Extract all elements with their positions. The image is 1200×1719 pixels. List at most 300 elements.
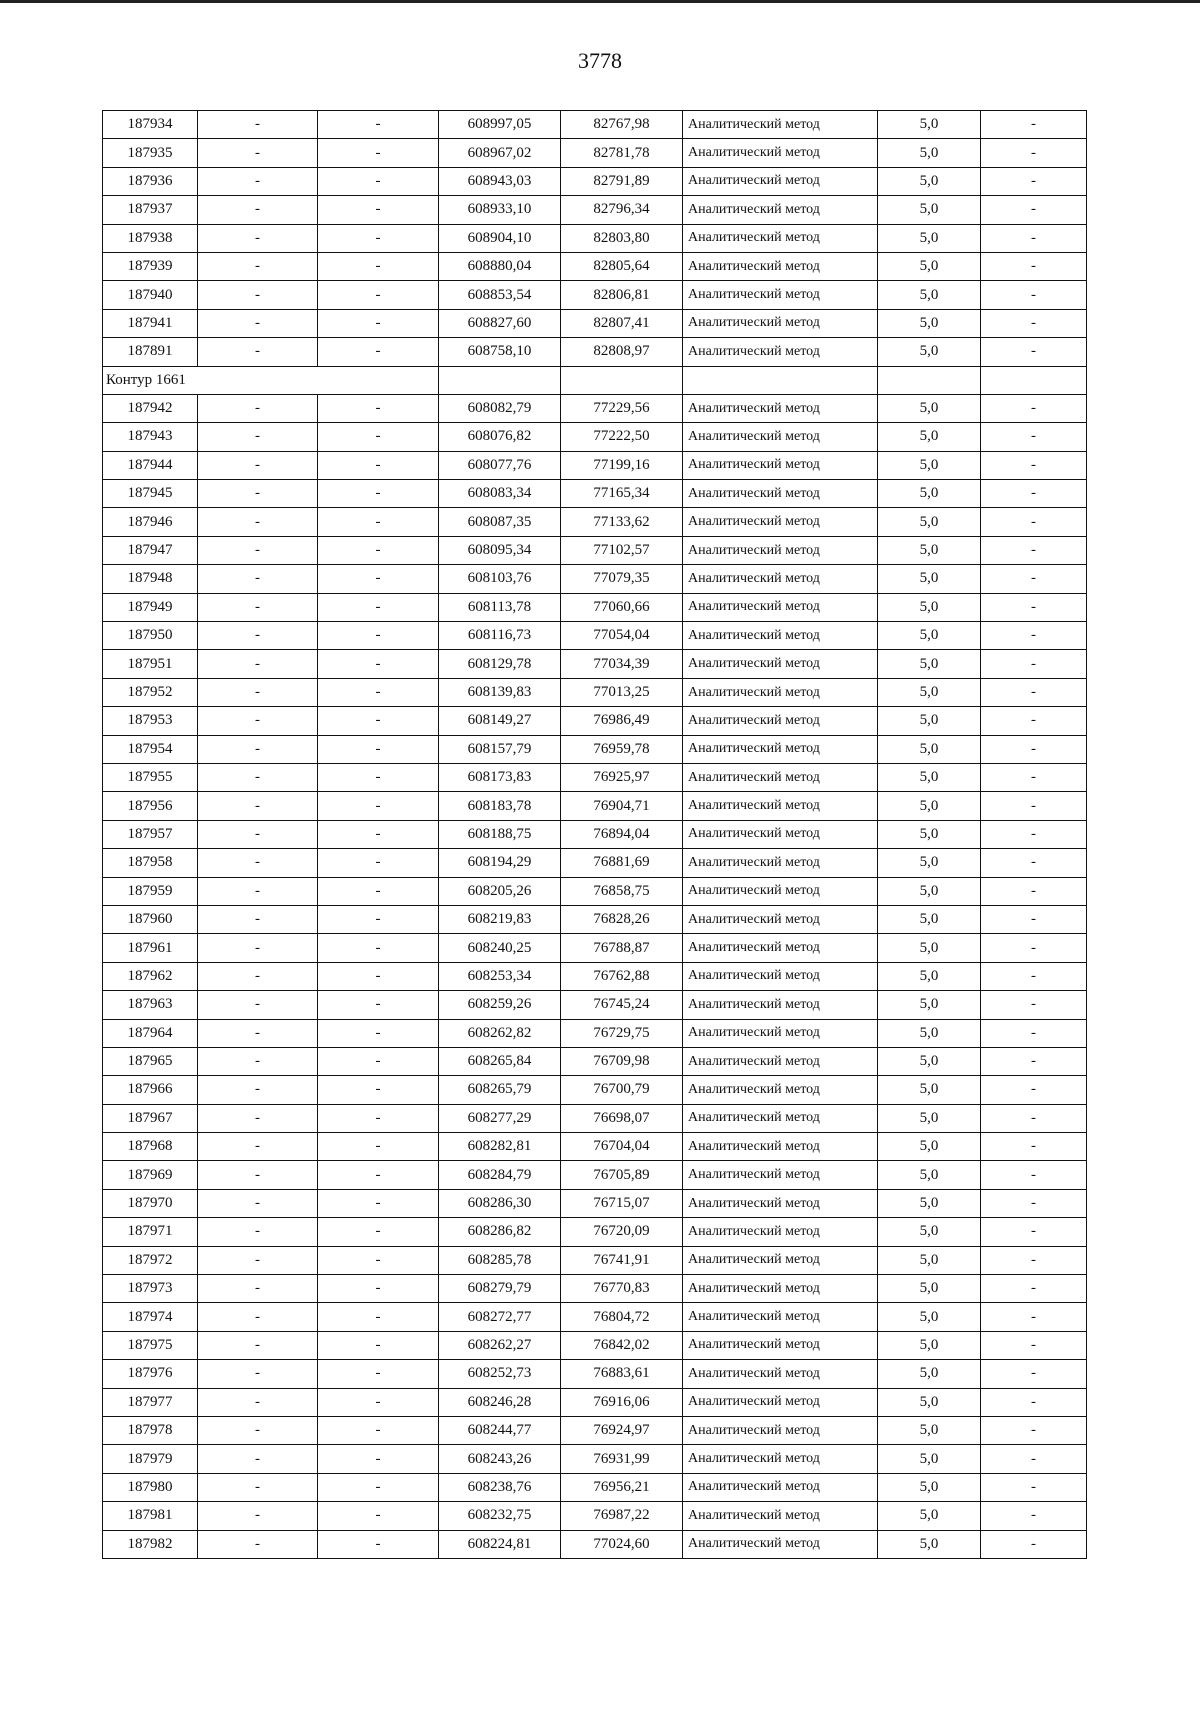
y-coordinate-cell: 77229,56 xyxy=(561,394,683,422)
empty-x-cell: - xyxy=(198,111,318,139)
accuracy-cell: 5,0 xyxy=(878,593,981,621)
x-coordinate-cell: 608262,27 xyxy=(439,1331,561,1359)
x-coordinate-cell: 608077,76 xyxy=(439,451,561,479)
y-coordinate-cell: 77024,60 xyxy=(561,1530,683,1558)
note-cell: - xyxy=(981,1104,1087,1132)
note-cell: - xyxy=(981,451,1087,479)
empty-x-cell: - xyxy=(198,1416,318,1444)
note-cell: - xyxy=(981,1161,1087,1189)
point-number-cell: 187961 xyxy=(103,934,198,962)
table-row xyxy=(103,905,1087,933)
method-cell: Аналитический метод xyxy=(683,1360,878,1388)
accuracy-cell: 5,0 xyxy=(878,849,981,877)
x-coordinate-cell: 608194,29 xyxy=(439,849,561,877)
note-cell: - xyxy=(981,1133,1087,1161)
point-number-cell: 187950 xyxy=(103,622,198,650)
table-row xyxy=(103,309,1087,337)
table-row xyxy=(103,423,1087,451)
note-cell: - xyxy=(981,650,1087,678)
y-coordinate-cell: 76956,21 xyxy=(561,1473,683,1501)
y-coordinate-cell: 76705,89 xyxy=(561,1161,683,1189)
note-cell: - xyxy=(981,1189,1087,1217)
note-cell: - xyxy=(981,1530,1087,1558)
table-row xyxy=(103,1047,1087,1075)
note-cell: - xyxy=(981,934,1087,962)
empty-x-cell: - xyxy=(198,565,318,593)
x-coordinate-cell: 608076,82 xyxy=(439,423,561,451)
empty-y-cell: - xyxy=(318,962,439,990)
accuracy-cell: 5,0 xyxy=(878,252,981,280)
y-coordinate-cell: 76894,04 xyxy=(561,820,683,848)
accuracy-cell: 5,0 xyxy=(878,792,981,820)
x-coordinate-cell: 608129,78 xyxy=(439,650,561,678)
y-coordinate-cell: 76986,49 xyxy=(561,707,683,735)
table-row xyxy=(103,650,1087,678)
empty-x-cell: - xyxy=(198,792,318,820)
accuracy-cell: 5,0 xyxy=(878,1502,981,1530)
x-coordinate-cell: 608272,77 xyxy=(439,1303,561,1331)
y-coordinate-cell: 77133,62 xyxy=(561,508,683,536)
accuracy-cell: 5,0 xyxy=(878,1246,981,1274)
empty-y-cell: - xyxy=(318,1303,439,1331)
x-coordinate-cell: 608116,73 xyxy=(439,622,561,650)
table-row xyxy=(103,934,1087,962)
x-coordinate-cell: 608997,05 xyxy=(439,111,561,139)
table-row xyxy=(103,877,1087,905)
note-cell: - xyxy=(981,1275,1087,1303)
note-cell: - xyxy=(981,1331,1087,1359)
table-row xyxy=(103,1331,1087,1359)
note-cell: - xyxy=(981,224,1087,252)
y-coordinate-cell: 76904,71 xyxy=(561,792,683,820)
method-cell: Аналитический метод xyxy=(683,905,878,933)
table-row xyxy=(103,763,1087,791)
accuracy-cell: 5,0 xyxy=(878,678,981,706)
empty-y-cell: - xyxy=(318,622,439,650)
table-row xyxy=(103,1218,1087,1246)
table-row xyxy=(103,480,1087,508)
y-coordinate-cell: 76698,07 xyxy=(561,1104,683,1132)
point-number-cell: 187943 xyxy=(103,423,198,451)
y-coordinate-cell: 82781,78 xyxy=(561,139,683,167)
table-row xyxy=(103,1133,1087,1161)
empty-y-cell: - xyxy=(318,1161,439,1189)
table-row xyxy=(103,1189,1087,1217)
point-number-cell: 187934 xyxy=(103,111,198,139)
y-coordinate-cell: 77102,57 xyxy=(561,536,683,564)
empty-x-cell: - xyxy=(198,1473,318,1501)
accuracy-cell: 5,0 xyxy=(878,763,981,791)
empty-x-cell: - xyxy=(198,650,318,678)
y-coordinate-cell: 76883,61 xyxy=(561,1360,683,1388)
accuracy-cell: 5,0 xyxy=(878,480,981,508)
empty-x-cell: - xyxy=(198,281,318,309)
empty-y-cell: - xyxy=(318,905,439,933)
empty-x-cell: - xyxy=(198,309,318,337)
table-row xyxy=(103,338,1087,366)
y-coordinate-cell: 76762,88 xyxy=(561,962,683,990)
method-cell: Аналитический метод xyxy=(683,707,878,735)
empty-y-cell: - xyxy=(318,252,439,280)
y-coordinate-cell: 76828,26 xyxy=(561,905,683,933)
y-coordinate-cell: 77165,34 xyxy=(561,480,683,508)
note-cell: - xyxy=(981,622,1087,650)
note-cell: - xyxy=(981,536,1087,564)
method-cell: Аналитический метод xyxy=(683,763,878,791)
y-coordinate-cell: 76804,72 xyxy=(561,1303,683,1331)
accuracy-cell: 5,0 xyxy=(878,508,981,536)
empty-x-cell: - xyxy=(198,849,318,877)
x-coordinate-cell: 608232,75 xyxy=(439,1502,561,1530)
method-cell: Аналитический метод xyxy=(683,508,878,536)
x-coordinate-cell: 608758,10 xyxy=(439,338,561,366)
x-coordinate-cell: 608238,76 xyxy=(439,1473,561,1501)
x-coordinate-cell: 608286,30 xyxy=(439,1189,561,1217)
empty-y-cell: - xyxy=(318,678,439,706)
empty-x-cell: - xyxy=(198,1303,318,1331)
x-coordinate-cell: 608082,79 xyxy=(439,394,561,422)
empty-y-cell: - xyxy=(318,451,439,479)
x-coordinate-cell: 608265,84 xyxy=(439,1047,561,1075)
method-cell: Аналитический метод xyxy=(683,1473,878,1501)
point-number-cell: 187982 xyxy=(103,1530,198,1558)
table-row xyxy=(103,735,1087,763)
table-row xyxy=(103,1416,1087,1444)
point-number-cell: 187944 xyxy=(103,451,198,479)
table-row xyxy=(103,820,1087,848)
y-coordinate-cell: 76715,07 xyxy=(561,1189,683,1217)
empty-y-cell: - xyxy=(318,480,439,508)
empty-y-cell: - xyxy=(318,1530,439,1558)
y-coordinate-cell: 76916,06 xyxy=(561,1388,683,1416)
method-cell: Аналитический метод xyxy=(683,1530,878,1558)
x-coordinate-cell: 608083,34 xyxy=(439,480,561,508)
accuracy-cell: 5,0 xyxy=(878,167,981,195)
empty-y-cell: - xyxy=(318,338,439,366)
empty-cell xyxy=(561,366,683,394)
empty-y-cell: - xyxy=(318,536,439,564)
note-cell: - xyxy=(981,281,1087,309)
empty-cell xyxy=(981,366,1087,394)
note-cell: - xyxy=(981,991,1087,1019)
note-cell: - xyxy=(981,1502,1087,1530)
point-number-cell: 187935 xyxy=(103,139,198,167)
point-number-cell: 187953 xyxy=(103,707,198,735)
method-cell: Аналитический метод xyxy=(683,281,878,309)
x-coordinate-cell: 608173,83 xyxy=(439,763,561,791)
note-cell: - xyxy=(981,167,1087,195)
note-cell: - xyxy=(981,1303,1087,1331)
method-cell: Аналитический метод xyxy=(683,1416,878,1444)
point-number-cell: 187981 xyxy=(103,1502,198,1530)
method-cell: Аналитический метод xyxy=(683,934,878,962)
x-coordinate-cell: 608183,78 xyxy=(439,792,561,820)
y-coordinate-cell: 77079,35 xyxy=(561,565,683,593)
empty-x-cell: - xyxy=(198,877,318,905)
table-row xyxy=(103,565,1087,593)
point-number-cell: 187974 xyxy=(103,1303,198,1331)
point-number-cell: 187948 xyxy=(103,565,198,593)
x-coordinate-cell: 608244,77 xyxy=(439,1416,561,1444)
empty-x-cell: - xyxy=(198,1047,318,1075)
method-cell: Аналитический метод xyxy=(683,196,878,224)
x-coordinate-cell: 608904,10 xyxy=(439,224,561,252)
y-coordinate-cell: 82807,41 xyxy=(561,309,683,337)
method-cell: Аналитический метод xyxy=(683,167,878,195)
empty-y-cell: - xyxy=(318,735,439,763)
point-number-cell: 187959 xyxy=(103,877,198,905)
table-row xyxy=(103,1104,1087,1132)
table-row xyxy=(103,394,1087,422)
empty-y-cell: - xyxy=(318,281,439,309)
table-row xyxy=(103,1019,1087,1047)
accuracy-cell: 5,0 xyxy=(878,877,981,905)
empty-x-cell: - xyxy=(198,1104,318,1132)
table-row xyxy=(103,451,1087,479)
accuracy-cell: 5,0 xyxy=(878,1473,981,1501)
accuracy-cell: 5,0 xyxy=(878,1303,981,1331)
top-border-line xyxy=(0,0,1200,3)
empty-x-cell: - xyxy=(198,1530,318,1558)
accuracy-cell: 5,0 xyxy=(878,394,981,422)
table-row xyxy=(103,1076,1087,1104)
point-number-cell: 187966 xyxy=(103,1076,198,1104)
empty-x-cell: - xyxy=(198,451,318,479)
empty-y-cell: - xyxy=(318,1388,439,1416)
method-cell: Аналитический метод xyxy=(683,1445,878,1473)
note-cell: - xyxy=(981,139,1087,167)
y-coordinate-cell: 76745,24 xyxy=(561,991,683,1019)
x-coordinate-cell: 608252,73 xyxy=(439,1360,561,1388)
accuracy-cell: 5,0 xyxy=(878,309,981,337)
accuracy-cell: 5,0 xyxy=(878,1019,981,1047)
point-number-cell: 187940 xyxy=(103,281,198,309)
empty-x-cell: - xyxy=(198,252,318,280)
point-number-cell: 187937 xyxy=(103,196,198,224)
method-cell: Аналитический метод xyxy=(683,1303,878,1331)
empty-x-cell: - xyxy=(198,1502,318,1530)
method-cell: Аналитический метод xyxy=(683,309,878,337)
empty-y-cell: - xyxy=(318,1133,439,1161)
point-number-cell: 187972 xyxy=(103,1246,198,1274)
point-number-cell: 187939 xyxy=(103,252,198,280)
point-number-cell: 187971 xyxy=(103,1218,198,1246)
note-cell: - xyxy=(981,1360,1087,1388)
empty-cell xyxy=(878,366,981,394)
table-row xyxy=(103,1275,1087,1303)
accuracy-cell: 5,0 xyxy=(878,423,981,451)
empty-y-cell: - xyxy=(318,224,439,252)
accuracy-cell: 5,0 xyxy=(878,1047,981,1075)
note-cell: - xyxy=(981,1246,1087,1274)
accuracy-cell: 5,0 xyxy=(878,1218,981,1246)
x-coordinate-cell: 608282,81 xyxy=(439,1133,561,1161)
accuracy-cell: 5,0 xyxy=(878,1189,981,1217)
accuracy-cell: 5,0 xyxy=(878,1161,981,1189)
empty-y-cell: - xyxy=(318,1019,439,1047)
empty-y-cell: - xyxy=(318,196,439,224)
point-number-cell: 187976 xyxy=(103,1360,198,1388)
table-row xyxy=(103,281,1087,309)
note-cell: - xyxy=(981,1218,1087,1246)
empty-x-cell: - xyxy=(198,1019,318,1047)
x-coordinate-cell: 608265,79 xyxy=(439,1076,561,1104)
point-number-cell: 187949 xyxy=(103,593,198,621)
empty-y-cell: - xyxy=(318,1416,439,1444)
method-cell: Аналитический метод xyxy=(683,849,878,877)
method-cell: Аналитический метод xyxy=(683,650,878,678)
accuracy-cell: 5,0 xyxy=(878,820,981,848)
x-coordinate-cell: 608243,26 xyxy=(439,1445,561,1473)
note-cell: - xyxy=(981,593,1087,621)
table-row xyxy=(103,167,1087,195)
accuracy-cell: 5,0 xyxy=(878,196,981,224)
table-row xyxy=(103,622,1087,650)
empty-y-cell: - xyxy=(318,1246,439,1274)
x-coordinate-cell: 608880,04 xyxy=(439,252,561,280)
empty-y-cell: - xyxy=(318,1331,439,1359)
point-number-cell: 187965 xyxy=(103,1047,198,1075)
empty-y-cell: - xyxy=(318,1275,439,1303)
method-cell: Аналитический метод xyxy=(683,1331,878,1359)
method-cell: Аналитический метод xyxy=(683,1218,878,1246)
point-number-cell: 187978 xyxy=(103,1416,198,1444)
empty-cell xyxy=(683,366,878,394)
y-coordinate-cell: 82806,81 xyxy=(561,281,683,309)
y-coordinate-cell: 76858,75 xyxy=(561,877,683,905)
empty-y-cell: - xyxy=(318,1076,439,1104)
method-cell: Аналитический метод xyxy=(683,962,878,990)
note-cell: - xyxy=(981,565,1087,593)
y-coordinate-cell: 76931,99 xyxy=(561,1445,683,1473)
accuracy-cell: 5,0 xyxy=(878,338,981,366)
empty-x-cell: - xyxy=(198,1275,318,1303)
accuracy-cell: 5,0 xyxy=(878,1076,981,1104)
y-coordinate-cell: 82791,89 xyxy=(561,167,683,195)
note-cell: - xyxy=(981,252,1087,280)
accuracy-cell: 5,0 xyxy=(878,934,981,962)
empty-x-cell: - xyxy=(198,338,318,366)
x-coordinate-cell: 608219,83 xyxy=(439,905,561,933)
empty-y-cell: - xyxy=(318,820,439,848)
note-cell: - xyxy=(981,962,1087,990)
x-coordinate-cell: 608149,27 xyxy=(439,707,561,735)
table-body xyxy=(103,111,1087,1559)
point-number-cell: 187979 xyxy=(103,1445,198,1473)
empty-y-cell: - xyxy=(318,309,439,337)
table-row xyxy=(103,678,1087,706)
method-cell: Аналитический метод xyxy=(683,338,878,366)
point-number-cell: 187968 xyxy=(103,1133,198,1161)
page-number: 3778 xyxy=(578,48,622,73)
x-coordinate-cell: 608253,34 xyxy=(439,962,561,990)
x-coordinate-cell: 608967,02 xyxy=(439,139,561,167)
empty-x-cell: - xyxy=(198,1189,318,1217)
accuracy-cell: 5,0 xyxy=(878,1388,981,1416)
note-cell: - xyxy=(981,508,1087,536)
x-coordinate-cell: 608933,10 xyxy=(439,196,561,224)
empty-x-cell: - xyxy=(198,224,318,252)
empty-x-cell: - xyxy=(198,735,318,763)
method-cell: Аналитический метод xyxy=(683,792,878,820)
table-row xyxy=(103,1530,1087,1558)
empty-x-cell: - xyxy=(198,1161,318,1189)
table-row xyxy=(103,1502,1087,1530)
empty-x-cell: - xyxy=(198,1445,318,1473)
accuracy-cell: 5,0 xyxy=(878,1133,981,1161)
note-cell: - xyxy=(981,1445,1087,1473)
table-row xyxy=(103,196,1087,224)
y-coordinate-cell: 76700,79 xyxy=(561,1076,683,1104)
coordinates-table xyxy=(102,110,1087,1559)
table-row xyxy=(103,1445,1087,1473)
empty-x-cell: - xyxy=(198,196,318,224)
method-cell: Аналитический метод xyxy=(683,1133,878,1161)
table-row xyxy=(103,849,1087,877)
point-number-cell: 187946 xyxy=(103,508,198,536)
y-coordinate-cell: 76924,97 xyxy=(561,1416,683,1444)
x-coordinate-cell: 608277,29 xyxy=(439,1104,561,1132)
accuracy-cell: 5,0 xyxy=(878,622,981,650)
x-coordinate-cell: 608827,60 xyxy=(439,309,561,337)
method-cell: Аналитический метод xyxy=(683,991,878,1019)
point-number-cell: 187980 xyxy=(103,1473,198,1501)
empty-x-cell: - xyxy=(198,480,318,508)
y-coordinate-cell: 82805,64 xyxy=(561,252,683,280)
point-number-cell: 187955 xyxy=(103,763,198,791)
x-coordinate-cell: 608188,75 xyxy=(439,820,561,848)
empty-y-cell: - xyxy=(318,167,439,195)
y-coordinate-cell: 76720,09 xyxy=(561,1218,683,1246)
note-cell: - xyxy=(981,849,1087,877)
y-coordinate-cell: 77222,50 xyxy=(561,423,683,451)
x-coordinate-cell: 608285,78 xyxy=(439,1246,561,1274)
x-coordinate-cell: 608224,81 xyxy=(439,1530,561,1558)
x-coordinate-cell: 608113,78 xyxy=(439,593,561,621)
point-number-cell: 187967 xyxy=(103,1104,198,1132)
y-coordinate-cell: 77054,04 xyxy=(561,622,683,650)
method-cell: Аналитический метод xyxy=(683,1047,878,1075)
note-cell: - xyxy=(981,678,1087,706)
empty-x-cell: - xyxy=(198,1246,318,1274)
accuracy-cell: 5,0 xyxy=(878,1360,981,1388)
table-row xyxy=(103,707,1087,735)
y-coordinate-cell: 76770,83 xyxy=(561,1275,683,1303)
method-cell: Аналитический метод xyxy=(683,480,878,508)
y-coordinate-cell: 82803,80 xyxy=(561,224,683,252)
accuracy-cell: 5,0 xyxy=(878,1416,981,1444)
empty-y-cell: - xyxy=(318,394,439,422)
point-number-cell: 187957 xyxy=(103,820,198,848)
point-number-cell: 187960 xyxy=(103,905,198,933)
y-coordinate-cell: 76881,69 xyxy=(561,849,683,877)
note-cell: - xyxy=(981,905,1087,933)
note-cell: - xyxy=(981,1019,1087,1047)
table-row xyxy=(103,508,1087,536)
note-cell: - xyxy=(981,394,1087,422)
accuracy-cell: 5,0 xyxy=(878,536,981,564)
note-cell: - xyxy=(981,763,1087,791)
accuracy-cell: 5,0 xyxy=(878,281,981,309)
method-cell: Аналитический метод xyxy=(683,139,878,167)
y-coordinate-cell: 76709,98 xyxy=(561,1047,683,1075)
empty-y-cell: - xyxy=(318,1189,439,1217)
point-number-cell: 187952 xyxy=(103,678,198,706)
x-coordinate-cell: 608095,34 xyxy=(439,536,561,564)
empty-x-cell: - xyxy=(198,905,318,933)
x-coordinate-cell: 608139,83 xyxy=(439,678,561,706)
point-number-cell: 187969 xyxy=(103,1161,198,1189)
